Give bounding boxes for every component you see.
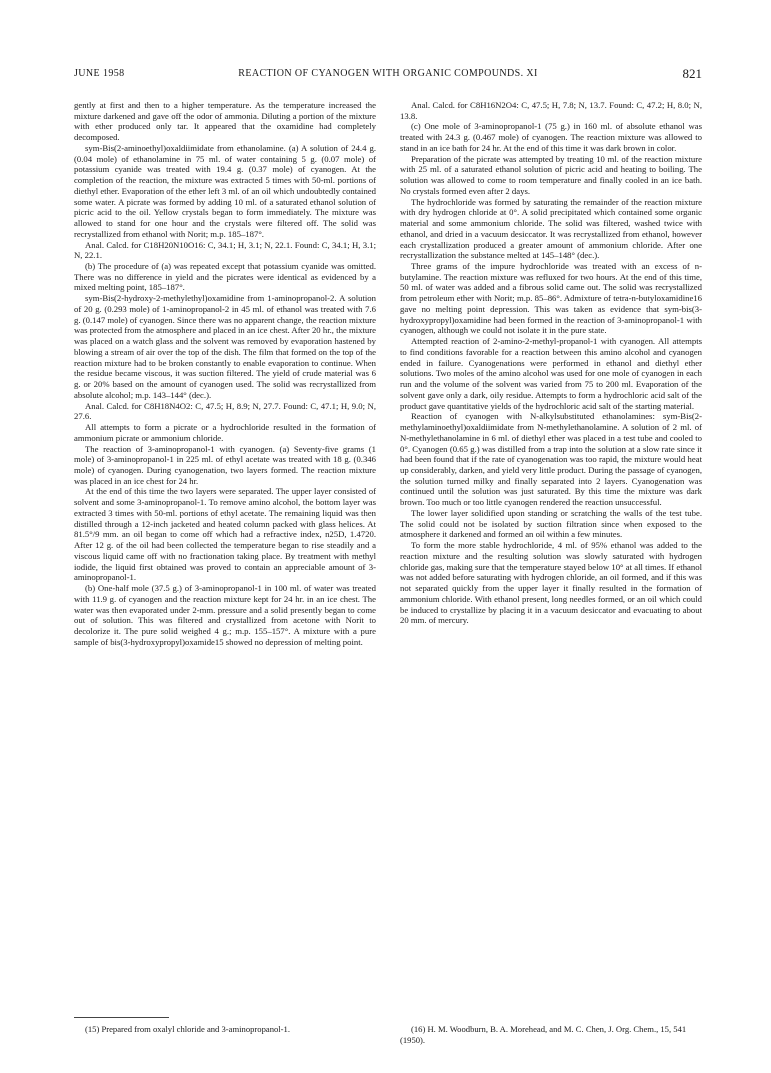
right-column [400, 100, 702, 626]
footnote-16: (16) H. M. Woodburn, B. A. Morehead, and M. C. Chen, J. Org. Chem., 15, 541 (1950). [400, 1024, 687, 1045]
running-header [74, 68, 702, 84]
running-title: REACTION OF CYANOGEN WITH ORGANIC COMPOUNDS. XI [238, 68, 538, 79]
paragraph: Three grams of the impure hydrochloride was treated with an excess of n-butylamine. The reaction mixture was refluxed for two hours. At the end of this time, 50 ml. of water was added and a fibrous solid came out. The solid was recrystallized from petroleum ether with Norit; m.p. 85–86°. Admixture of tetra-n-butyloxamidine16 gave no melting point depression. This was taken as evidence that sym-bis(3-hydroxypropyl)oxamidine had been formed in the reaction of 3-aminopropanol-1 with cyanogen, although we could not isolate it in the pure state. [400, 261, 702, 336]
footnote-divider [74, 1017, 169, 1018]
paragraph: Anal. Calcd. for C8H16N2O4: C, 47.5; H, 7.8; N, 13.7. Found: C, 47.2; H, 8.0; N, 13.8. [400, 100, 702, 121]
paragraph: (c) One mole of 3-aminopropanol-1 (75 g.) in 160 ml. of absolute ethanol was treated with 24.3 g. (0.467 mole) of cyanogen. The reaction mixture was allowed to stand in an ice bath for 24 hr. At the end of this time it was dark brown in color. [400, 121, 702, 153]
paragraph: At the end of this time the two layers were separated. The upper layer consisted of solvent and some 3-aminopropanol-1. To remove amino alcohol, the bottom layer was extracted 3 times with 50-ml. portions of ethyl acetate. The remaining liquid was then distilled through a 12-inch jacketed and heated column packed with glass helices. At 81.5°/9 mm. an oil began to come off which had a refractive index, n25D, 1.4720. After 12 g. of the oil had been collected the temperature began to rise steadily and a viscous liquid came off with no fractionation taking place. By treatment with methyl iodide, the liquid first obtained was proved to contain an appreciable amount of 3-aminopropanol-1. [74, 486, 376, 583]
footnote-15: (15) Prepared from oxalyl chloride and 3-aminopropanol-1. [85, 1024, 290, 1034]
paragraph: (b) The procedure of (a) was repeated except that potassium cyanide was omitted. There was no difference in yield and the picrates were identical as evidenced by a mixed melting point, 185–187°. [74, 261, 376, 293]
paragraph: sym-Bis(2-aminoethyl)oxaldiimidate from ethanolamine. (a) A solution of 24.4 g. (0.04 mole) of ethanolamine in 75 ml. of water containing 5 g. (0.07 mole) of potassium cyanide was treated with 19.4 g. (0.37 mole) of cyanogen. At the completion of the reaction, the mixture was extracted 5 times with 50-ml. portions of diethyl ether. Evaporation of the ether left 3 ml. of an oil which undoubtedly contained some water. A picrate was formed by adding 10 ml. of a saturated ethanol solution of picric acid to the oil. Yellow crystals began to form immediately. The mixture was allowed to stand for one hour and the crystals were filtered off. The solid was recrystallized from ethanol with Norit; m.p. 185–187°. [74, 142, 376, 239]
paragraph: The lower layer solidified upon standing or scratching the walls of the test tube. The solid could not be isolated by suction filtration since when exposed to the atmosphere it darkened and formed an oil within a few minutes. [400, 507, 702, 540]
paragraph: Reaction of cyanogen with N-alkylsubstituted ethanolamines: sym-Bis(2-methylaminoethyl)oxaldiimidate from N-methylethanolamine. A solution of 2 ml. of N-methylethanolamine in 6 ml. of diethyl ether was placed in a test tube and cooled to 0°. Cyanogen (0.65 g.) was distilled from a trap into the solution at a slow rate since it had been found that if the rate of cyanogenation was too rapid, the mixture would heat up considerably, darken, and yield very little product. During the passage of cyanogen, the solution turned milky and finally separated into 2 layers. Cyanogenation was continued until the solution was just saturated. By this time the mixture was dark brown. Too much or too little cyanogen rendered the reaction unsuccessful. [400, 411, 702, 508]
footnotes [74, 1017, 702, 1057]
page-number: 821 [682, 66, 702, 81]
journal-date: JUNE 1958 [74, 68, 125, 79]
paragraph: To form the more stable hydrochloride, 4 ml. of 95% ethanol was added to the reaction mixture and the resulting solution was slowly saturated with hydrogen chloride gas, making sure that the temperature stayed below 10° at all times. If ethanol was not added before saturating with hydrogen chloride, an oil formed, and if this was not separated quickly from the upper layer it finally resulted in the formation of ammonium chloride. With ethanol present, long needles formed, or an oil which could be induced to crystallize by placing it in a vacuum desiccator and evacuating to about 20 mm. of mercury. [400, 540, 702, 626]
paragraph: Preparation of the picrate was attempted by treating 10 ml. of the reaction mixture with 25 ml. of a saturated ethanol solution of picric acid and heating to boiling. The solution was allowed to come to room temperature and finally cooled in an ice bath. No crystals formed even after 2 days. [400, 153, 702, 196]
paragraph: All attempts to form a picrate or a hydrochloride resulted in the formation of ammonium picrate or ammonium chloride. [74, 422, 376, 443]
paragraph: Anal. Calcd. for C18H20N10O16: C, 34.1; H, 3.1; N, 22.1. Found: C, 34.1; H, 3.1; N, 22.1. [74, 239, 376, 261]
paragraph: Anal. Calcd. for C8H18N4O2: C, 47.5; H, 8.9; N, 27.7. Found: C, 47.1; H, 9.0; N, 27.6. [74, 400, 376, 422]
paragraph: The hydrochloride was formed by saturating the remainder of the reaction mixture with dry hydrogen chloride at 0°. A solid precipitated which contained some organic material and some ammonium chloride. The solid was filtered, washed twice with ethanol, and dried in a vacuum desiccator. It was recrystallized from ethanol, however each crystallization produced a greater amount of ammonium chloride. After one recrystallization the substance melted at 145–148° (dec.). [400, 196, 702, 261]
paragraph: gently at first and then to a higher temperature. As the temperature increased the mixture darkened and gave off the odor of ammonia. Diluting a portion of the mixture with ether produced only tar. It appeared that the oxamidine had completely decomposed. [74, 100, 376, 143]
left-column [74, 100, 376, 647]
paragraph: sym-Bis(2-hydroxy-2-methylethyl)oxamidine from 1-aminopropanol-2. A solution of 20 g. (0.293 mole) of 1-aminopropanol-2 in 45 ml. of ethanol was treated with 7.6 g. (0.147 mole) of cyanogen. Since there was no apparent change, the reaction mixture was protected from the atmosphere and placed in an ice chest. After 20 hr., the mixture was placed on a watch glass and the solvent was removed by evaporation hastened by blowing a stream of air over the top of the dish. The film that formed on the top of the reaction mixture had to be broken constantly to enable evaporation to continue. When the residue became viscous, it was suction filtered. The yield of crude material was 6 g. or 20% based on the amount of cyanogen used. The solid was recrystallized from absolute alcohol; m.p. 143–144° (dec.). [74, 293, 376, 400]
paragraph: The reaction of 3-aminopropanol-1 with cyanogen. (a) Seventy-five grams (1 mole) of 3-aminopropanol-1 in 225 ml. of ethyl acetate was treated with 18 g. (0.346 mole) of cyanogen. During cyanogenation, two layers formed. The reaction mixture was placed in an ice chest for 24 hr. [74, 443, 376, 486]
paragraph: Attempted reaction of 2-amino-2-methyl-propanol-1 with cyanogen. All attempts to find conditions favorable for a reaction between this amino alcohol and cyanogen ended in failure. Cyanogenations were performed in ethanol and diethyl ether solutions. Two moles of the amino alcohol was used for one mole of cyanogen in each run and the volume of the solvent was varied from 75 to 200 ml. Evaporation of the solvent gave only a dark, oily residue. Attempts to form a hydrochloric acid salt of the product gave quantitative yields of the hydrochloric acid salt of the starting material. [400, 336, 702, 411]
paragraph: (b) One-half mole (37.5 g.) of 3-aminopropanol-1 in 100 ml. of water was treated with 11.9 g. of cyanogen and the reaction mixture kept for 24 hr. in an ice chest. The water was then evaporated under 2-mm. pressure and a solid presently began to come out of solution. This was filtered and crystallized from acetone with Norit to decolorize it. The pure solid weighed 4 g.; m.p. 155–157°. A mixture with a pure sample of bis(3-hydroxypropyl)oxamide15 showed no depression of melting point. [74, 583, 376, 647]
